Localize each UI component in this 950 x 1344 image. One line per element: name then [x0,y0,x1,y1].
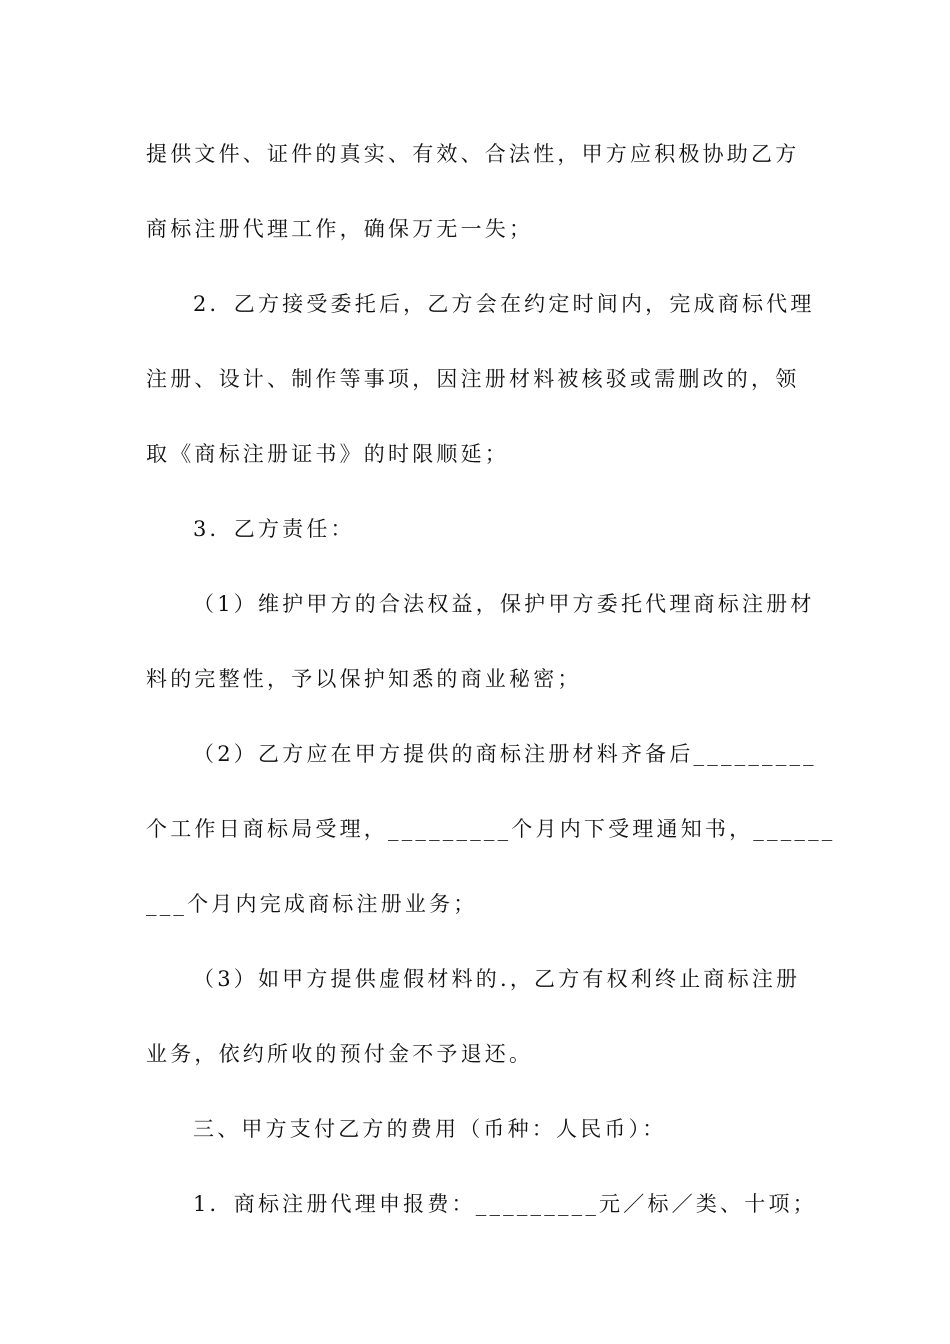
text-line: 注册、设计、制作等事项，因注册材料被核驳或需删改的，领 [146,367,800,391]
text-line: 商标注册代理工作，确保万无一失； [146,217,534,241]
text-line: 业务，依约所收的预付金不予退还。 [146,1042,534,1066]
text-line: （3）如甲方提供虚假材料的.，乙方有权利终止商标注册 [193,967,801,991]
text-line: （1）维护甲方的合法权益，保护甲方委托代理商标注册材 [193,592,815,616]
text-line: （2）乙方应在甲方提供的商标注册材料齐备后_________ [193,742,817,766]
text-line: 料的完整性，予以保护知悉的商业秘密； [146,667,582,691]
text-line: ___个月内完成商标注册业务； [146,892,478,916]
text-line: 1．商标注册代理申报费：_________元／标／类、十项； [193,1192,817,1216]
text-line: 3．乙方责任： [193,517,355,541]
text-line: 提供文件、证件的真实、有效、合法性，甲方应积极协助乙方 [146,142,800,166]
section-heading: 三、甲方支付乙方的费用（币种：人民币）： [193,1117,667,1141]
text-line: 个工作日商标局受理，_________个月内下受理通知书，______ [146,817,836,841]
text-line: 取《商标注册证书》的时限顺延； [146,442,509,466]
text-line: 2．乙方接受委托后，乙方会在约定时间内，完成商标代理 [193,292,815,316]
